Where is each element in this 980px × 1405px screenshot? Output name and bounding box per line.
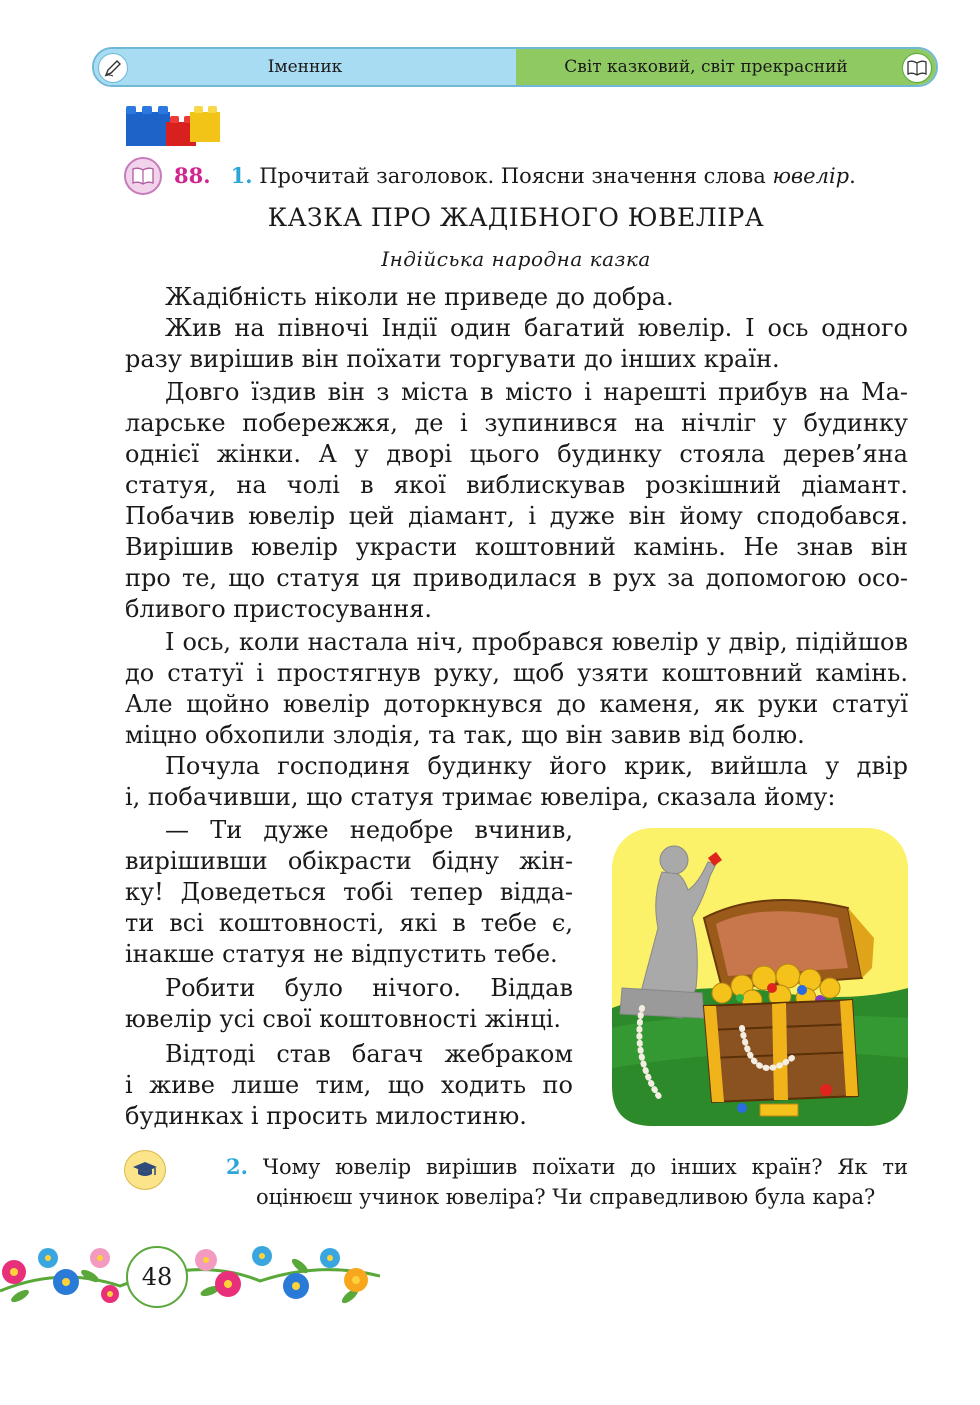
- question-line-1: 2. Чому ювелір вирішив поїхати до інших країн? Як ти: [226, 1154, 908, 1179]
- text-line: ларське побережжя, де і зупинився на нічліг у будинку: [125, 409, 908, 437]
- graduation-cap-icon: [124, 1150, 166, 1190]
- story-paragraph-2: [125, 313, 908, 375]
- header-right-section: [516, 49, 936, 85]
- text-line: Відтоді став багач жебраком: [165, 1040, 573, 1068]
- lego-blocks-icon: [124, 100, 224, 148]
- header-right-title: Світ казковий, світ прекрасний: [564, 57, 848, 77]
- page-number: 48: [126, 1246, 188, 1308]
- page-header: [92, 47, 938, 87]
- pen-icon: [98, 53, 128, 83]
- text-line: Довго їздив він з міста в місто і нарешті прибув на Ма-: [165, 378, 908, 406]
- text-line: будинках і просить милостиню.: [125, 1102, 527, 1130]
- text-line: разу вирішив він поїхати торгувати до інших країн.: [125, 345, 780, 373]
- text-line: І ось, коли настала ніч, пробрався ювелір у двір, підійшов: [165, 628, 908, 656]
- text-line: Почула господиня будинку його крик, вийшла у двір: [165, 752, 908, 780]
- text-line: до статуї і простягнув руку, щоб узяти коштовний камінь.: [125, 659, 908, 687]
- story-dialogue: [125, 815, 573, 970]
- text-line: міцно обхопили злодія, та так, що він завив від болю.: [125, 721, 805, 749]
- header-left-section: [94, 49, 516, 85]
- instruction-suffix: .: [849, 164, 856, 188]
- instruction-text: Прочитай заголовок. Поясни значення слова: [259, 164, 773, 188]
- question-number: 2.: [226, 1154, 248, 1179]
- story-title: КАЗКА ПРО ЖАДІБНОГО ЮВЕЛІРА: [267, 203, 765, 232]
- story-paragraph-8: [125, 1039, 573, 1132]
- text-line: інакше статуя не відпустить тебе.: [125, 940, 558, 968]
- treasure-chest-illustration: [612, 828, 908, 1126]
- text-line: ювелір усі свої коштовності жінці.: [125, 1005, 562, 1033]
- story-paragraph-1: [125, 282, 908, 313]
- exercise-number: 88.: [174, 163, 211, 188]
- flower-decoration-icon: [0, 1236, 380, 1316]
- story-subtitle: Індійська народна казка: [381, 247, 651, 271]
- text-line: про те, що статуя ця приводилася в рух за допомогою осо-: [125, 564, 908, 592]
- story-paragraph-7: [125, 973, 573, 1035]
- text-line: і, побачивши, що статуя тримає ювеліра, сказала йому:: [125, 783, 836, 811]
- text-line: статуя, на чолі в якої виблискував розкішний діамант.: [125, 471, 908, 499]
- text-line: Жив на півночі Індії один багатий ювелір. І ось одного: [165, 314, 908, 342]
- header-left-title: Іменник: [267, 57, 343, 77]
- text-line: ку! Доведеться тобі тепер відда-: [125, 878, 573, 906]
- subtask-number: 1.: [230, 163, 253, 188]
- text-line: Жадібність ніколи не приведе до добра.: [165, 283, 674, 311]
- text-line: — Ти дуже недобре вчинив,: [165, 816, 573, 844]
- text-line: Але щойно ювелір доторкнувся до каменя, як руки статуї: [125, 690, 908, 718]
- text-line: однієї жінки. А у дворі цього будинку стояла дерев’яна: [125, 440, 908, 468]
- text-line: вирішивши обікрасти бідну жін-: [125, 847, 573, 875]
- text-line: Вирішив ювелір украсти коштовний камінь. Не знав він: [125, 533, 908, 561]
- text-line: бливого пристосування.: [125, 595, 432, 623]
- text-line: Побачив ювелір цей діамант, і дуже він йому сподобався.: [125, 502, 908, 530]
- reading-book-icon: [124, 157, 162, 195]
- story-paragraph-4: [125, 627, 908, 751]
- text-line: Робити було нічого. Віддав: [165, 974, 573, 1002]
- story-paragraph-5: [125, 751, 908, 813]
- question-text: [226, 1152, 908, 1212]
- question-line-2: оцінюєш учинок ювеліра? Чи справедливою була кара?: [256, 1185, 876, 1209]
- text-line: і живе лише тим, що ходить по: [125, 1071, 573, 1099]
- story-paragraph-3: [125, 377, 908, 625]
- instruction-word: ювелір: [772, 164, 850, 188]
- text-line: ти всі коштовності, які в тебе є,: [125, 909, 573, 937]
- task-instruction: [174, 163, 856, 188]
- open-book-icon: [902, 53, 932, 83]
